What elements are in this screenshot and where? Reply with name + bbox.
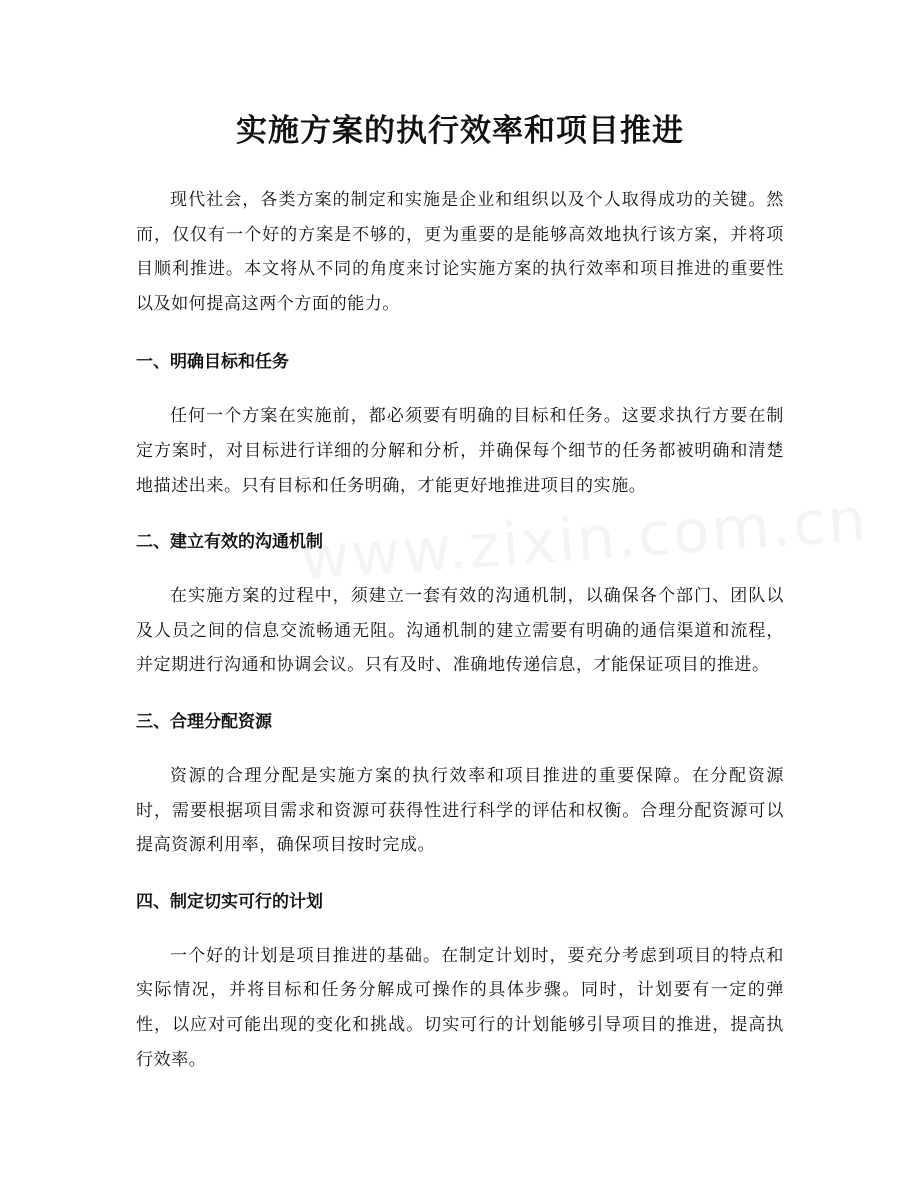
- section-paragraph: 任何一个方案在实施前，都必须要有明确的目标和任务。这要求执行方要在制定方案时，对目标进行详细的分解和分析，并确保每个细节的任务都被明确和清楚地描述出来。只有目标和任务明确，才能更好地推进项目的实施。: [136, 406, 784, 496]
- section-paragraph: 一个好的计划是项目推进的基础。在制定计划时，要充分考虑到项目的特点和实际情况，并将目标和任务分解成可操作的具体步骤。同时，计划要有一定的弹性，以应对可能出现的变化和挑战。切实可行的计划能够引导项目的推进，提高执行效率。: [136, 945, 784, 1070]
- section-3: [136, 705, 784, 863]
- section-heading: 三、合理分配资源: [136, 711, 272, 732]
- section-1: [136, 345, 784, 503]
- section-paragraph: 资源的合理分配是实施方案的执行效率和项目推进的重要保障。在分配资源时，需要根据项目需求和资源可获得性进行科学的评估和权衡。合理分配资源可以提高资源利用率，确保项目按时完成。: [136, 765, 784, 856]
- section-heading: 四、制定切实可行的计划: [136, 891, 323, 912]
- document-body: [136, 183, 784, 1099]
- section-heading: 一、明确目标和任务: [136, 352, 289, 373]
- document-title: 实施方案的执行效率和项目推进: [236, 113, 684, 149]
- section-heading: 二、建立有效的沟通机制: [136, 532, 323, 553]
- section-4: [136, 885, 784, 1077]
- section-paragraph: 在实施方案的过程中，须建立一套有效的沟通机制，以确保各个部门、团队以及人员之间的信息交流畅通无阻。沟通机制的建立需要有明确的通信渠道和流程，并定期进行沟通和协调会议。只有及时、准确地传递信息，才能保证项目的推进。: [136, 586, 784, 676]
- intro-paragraph: 现代社会，各类方案的制定和实施是企业和组织以及个人取得成功的关键。然而，仅仅有一个好的方案是不够的，更为重要的是能够高效地执行该方案，并将项目顺利推进。本文将从不同的角度来讨论实施方案的执行效率和项目推进的重要性以及如何提高这两个方面的能力。: [136, 190, 784, 314]
- section-2: [136, 525, 784, 683]
